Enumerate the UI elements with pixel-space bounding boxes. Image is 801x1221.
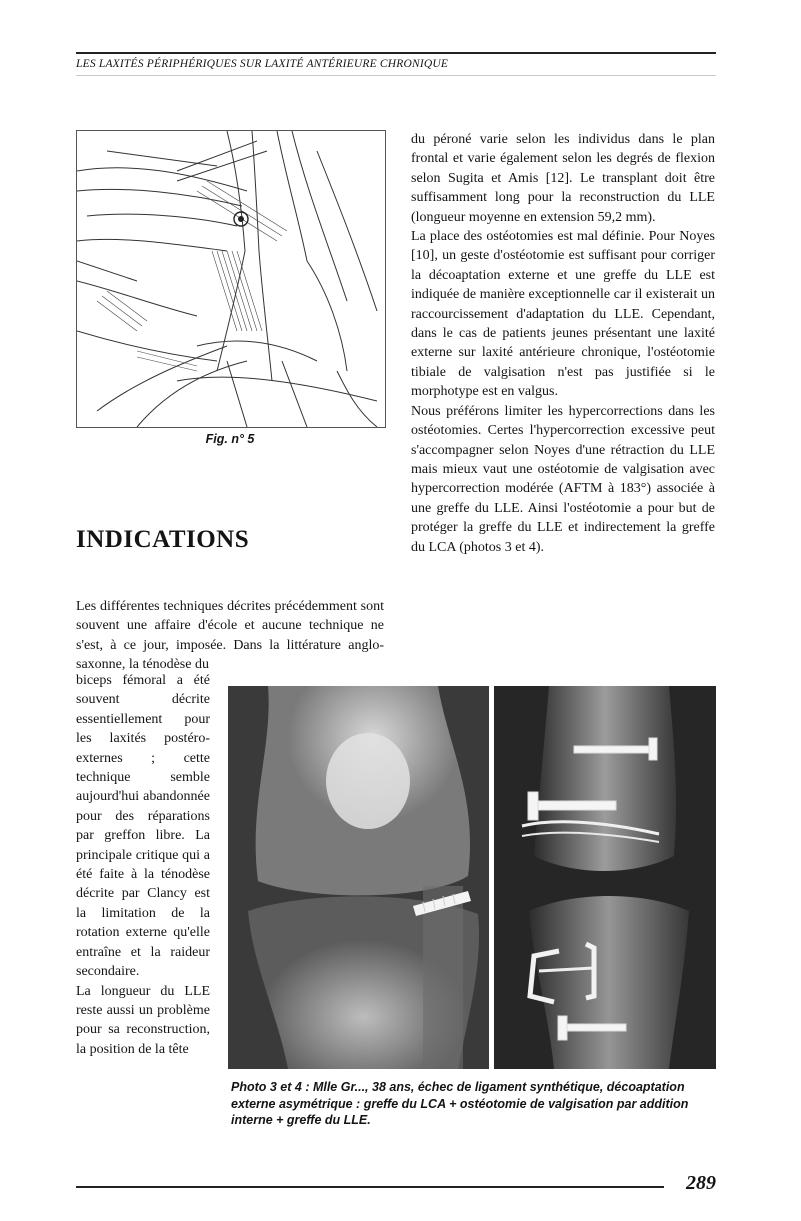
surgical-drawing [77, 131, 385, 427]
header-rule-thin [76, 75, 716, 76]
photo-caption: Photo 3 et 4 : Mlle Gr..., 38 ans, échec de ligament synthétique, décoaptation externe asymétrique : greffe du LCA + ostéotomie de valgisation par addition interne + greffe du LLE. [231, 1080, 689, 1127]
header-rule [76, 52, 716, 54]
right-paragraph-2: La place des ostéotomies est mal définie. Pour Noyes [10], un geste d'ostéotomie est suffisant pour corriger la décoaptation externe et une greffe du LLE est indiquée de manière exceptionnelle car il existerait un raccourcissement d'adaptation du LLE. Cependant, dans le cas de patients jeunes présentant une laxité externe sur laxité antérieure chronique, l'ostéotomie tibiale de valgisation n'est pas justifiée si le morphotype est en valgus. [411, 229, 715, 400]
surgical-illustration-figure [76, 130, 386, 428]
right-column [411, 130, 715, 557]
left-intro-block [76, 597, 384, 675]
xray-knee-3 [228, 686, 489, 1069]
xray-photo-4 [494, 686, 716, 1069]
right-paragraph-1: du péroné varie selon les individus dans le plan frontal et varie également selon les degrés de flexion selon Sugita et Amis [12]. Le transplant doit être suffisamment long pour la reconstruction du LLE (longueur moyenne en extension 59,2 mm). [411, 132, 715, 225]
left-narrow-column [76, 671, 210, 1059]
figure-caption: Fig. n° 5 [205, 432, 255, 446]
xray-knee-4 [494, 686, 716, 1069]
xray-photo-3 [228, 686, 489, 1069]
section-heading: INDICATIONS [76, 526, 250, 553]
left-intro-paragraph: Les différentes techniques décrites précédemment sont souvent une affaire d'école et aucune technique ne s'est, à ce jour, imposée. Dans la littérature anglo-saxonne, la ténodèse du [76, 599, 384, 673]
left-narrow-paragraph-1: biceps fémoral a été souvent décrite essentiellement pour les laxités postéro-externes ; cette technique semble aujourd'hui abandonnée pour des réparations par greffon libre. La principale critique qui a été faite à la ténodèse décrite par Clancy est la limitation de la rotation externe qu'elle entraîne et la raideur secondaire. [76, 673, 210, 980]
footer-rule [76, 1186, 664, 1188]
page-number: 289 [686, 1172, 716, 1194]
right-paragraph-3: Nous préférons limiter les hypercorrections dans les ostéotomies. Certes l'hypercorrection excessive peut s'accompagner selon Noyes d'une rétraction du LLE mais mieux vaut une ostéotomie de valgisation avec hypercorrection modérée (AFTM à 183°) associée à une greffe du LLE. Ainsi l'ostéotomie a pour but de protéger la greffe du LLE et indirectement la greffe du LCA (photos 3 et 4). [411, 403, 715, 555]
running-head: LES LAXITÉS PÉRIPHÉRIQUES SUR LAXITÉ ANTÉRIEURE CHRONIQUE [76, 58, 449, 70]
left-narrow-paragraph-2: La longueur du LLE reste aussi un problème pour sa reconstruction, la position de la tête [76, 983, 210, 1057]
